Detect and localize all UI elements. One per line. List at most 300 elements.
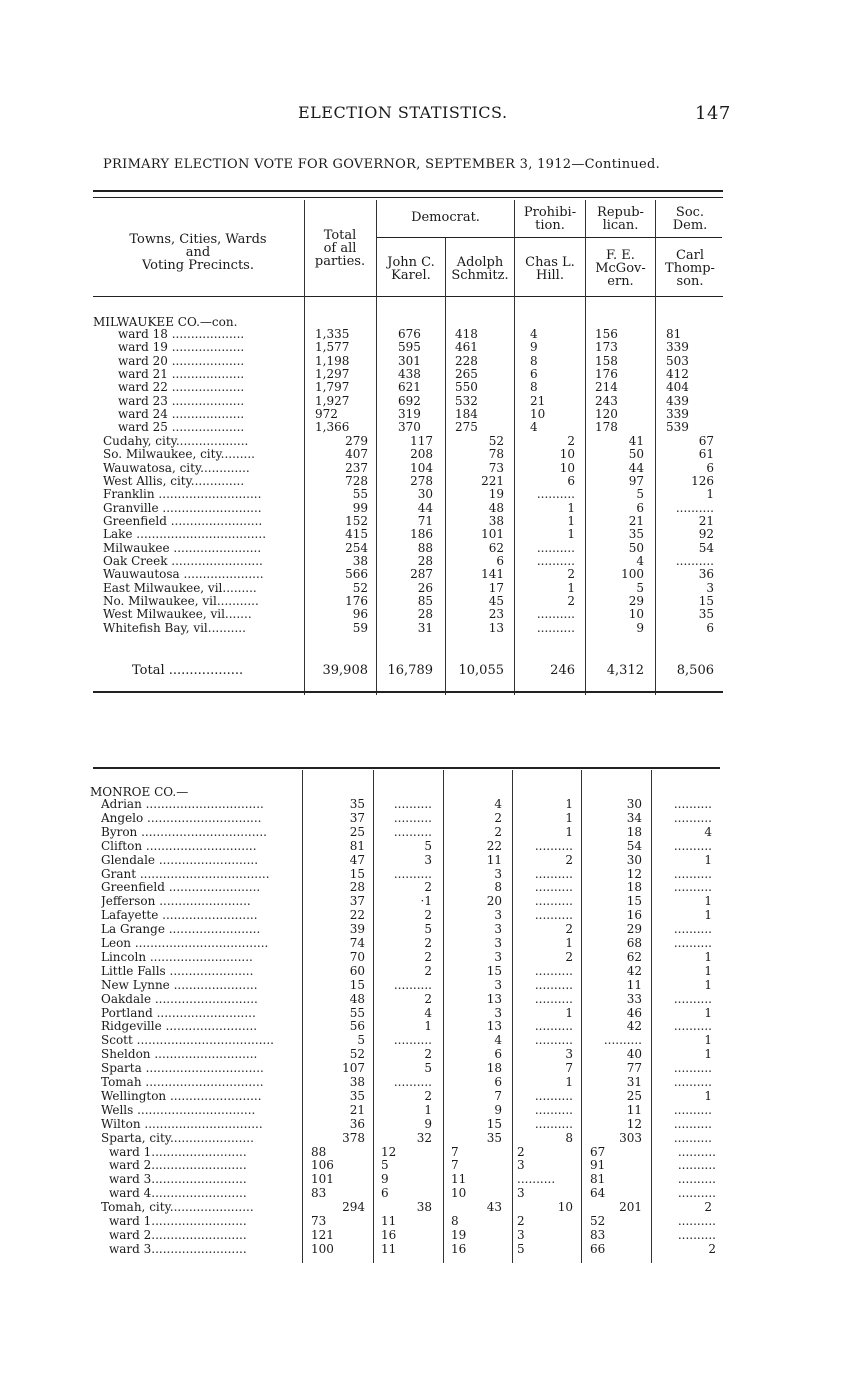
cell-mcgovern: 18 bbox=[626, 824, 642, 839]
cell-mcgovern: 120 bbox=[595, 406, 618, 421]
cell-hill: .......... bbox=[534, 838, 573, 853]
table-row bbox=[0, 395, 859, 408]
row-label: Wellington ........................ bbox=[101, 1089, 262, 1103]
cell-mcgovern: 42 bbox=[626, 1019, 642, 1034]
cell-hill: .......... bbox=[517, 1172, 556, 1187]
cell-total: 38 bbox=[352, 553, 368, 568]
cell-karel: 26 bbox=[417, 580, 433, 595]
cell-schmitz: 184 bbox=[455, 406, 478, 421]
cell-thompson: .......... bbox=[673, 1075, 712, 1089]
cell-mcgovern: 10 bbox=[628, 607, 644, 622]
cell-karel: 28 bbox=[417, 553, 433, 568]
cell-total: 83 bbox=[311, 1186, 327, 1201]
cell-thompson: 15 bbox=[698, 593, 714, 608]
cell-hill: .......... bbox=[536, 553, 575, 568]
cell-karel: 2 bbox=[424, 949, 432, 964]
cell-hill: 6 bbox=[530, 366, 538, 381]
row-label: Lafayette ......................... bbox=[101, 909, 258, 923]
total-label: Total .................. bbox=[132, 664, 244, 677]
cell-thompson: .......... bbox=[677, 1186, 716, 1201]
cell-karel: .......... bbox=[393, 1075, 432, 1089]
table-row bbox=[0, 1076, 859, 1089]
cell-karel: 9 bbox=[381, 1172, 389, 1187]
cell-total: 728 bbox=[345, 473, 368, 488]
cell-total: 176 bbox=[345, 593, 368, 608]
cell-thompson: 1 bbox=[706, 487, 714, 502]
header-republican-line: Repub- bbox=[597, 205, 644, 220]
cell-schmitz: 2 bbox=[494, 810, 502, 825]
cell-thompson: .......... bbox=[673, 1061, 712, 1076]
cell-hill: .......... bbox=[534, 1019, 573, 1034]
cell-thompson: 54 bbox=[698, 540, 714, 555]
cell-total: 48 bbox=[349, 991, 365, 1006]
table-row bbox=[0, 881, 859, 894]
table-row bbox=[0, 1062, 859, 1075]
cell-thompson: 35 bbox=[698, 607, 714, 622]
cell-karel: 438 bbox=[398, 366, 421, 381]
total-cell: 39,908 bbox=[322, 663, 368, 678]
table-row bbox=[0, 1048, 859, 1061]
cell-mcgovern: 9 bbox=[636, 620, 644, 635]
cell-total: 37 bbox=[349, 810, 365, 825]
total-row bbox=[0, 664, 859, 677]
cell-schmitz: 532 bbox=[455, 393, 478, 408]
cell-schmitz: 16 bbox=[451, 1241, 467, 1256]
cell-mcgovern: 12 bbox=[626, 866, 642, 881]
cell-thompson: 1 bbox=[704, 1047, 712, 1062]
section-title: MILWAUKEE CO.—con. bbox=[93, 316, 238, 329]
cell-thompson: .......... bbox=[673, 866, 712, 881]
table-row bbox=[0, 1020, 859, 1033]
cell-hill: 2 bbox=[517, 1144, 525, 1159]
cell-mcgovern: 6 bbox=[636, 500, 644, 515]
cell-schmitz: 38 bbox=[488, 513, 504, 528]
cell-thompson: 81 bbox=[666, 327, 682, 341]
cell-schmitz: 19 bbox=[451, 1227, 467, 1242]
cell-thompson: .......... bbox=[673, 810, 712, 825]
row-label: Angelo .............................. bbox=[101, 811, 262, 825]
cell-hill: .......... bbox=[534, 866, 573, 881]
cell-karel: 2 bbox=[424, 908, 432, 923]
header-prohibition bbox=[515, 206, 585, 232]
cell-hill: .......... bbox=[534, 1116, 573, 1131]
row-label: Lake .................................. bbox=[103, 528, 267, 542]
header-karel-line: John C. bbox=[387, 255, 435, 270]
table-subtitle: PRIMARY ELECTION VOTE FOR GOVERNOR, SEPTEMBER 3, 1912—Continued. bbox=[103, 157, 661, 172]
cell-karel: 186 bbox=[410, 527, 433, 542]
table-row bbox=[0, 582, 859, 595]
cell-total: 59 bbox=[352, 620, 368, 635]
cell-karel: 319 bbox=[398, 406, 421, 421]
cell-karel: 2 bbox=[424, 991, 432, 1006]
cell-mcgovern: 40 bbox=[626, 1047, 642, 1062]
header-republican-line: lican. bbox=[602, 218, 639, 233]
cell-karel: 5 bbox=[424, 1061, 432, 1076]
table-row bbox=[0, 826, 859, 839]
cell-thompson: 1 bbox=[704, 949, 712, 964]
header-thompson-line: Carl bbox=[675, 248, 705, 263]
cell-total: 28 bbox=[349, 880, 365, 895]
cell-mcgovern: 91 bbox=[590, 1158, 606, 1173]
row-label: Jefferson ........................ bbox=[101, 895, 251, 909]
cell-karel: 44 bbox=[417, 500, 433, 515]
cell-hill: 1 bbox=[565, 810, 573, 825]
cell-karel: 1 bbox=[424, 1102, 432, 1117]
table-row bbox=[0, 475, 859, 488]
row-label: Scott .................................... bbox=[101, 1034, 274, 1048]
row-label: Oakdale ........................... bbox=[101, 992, 258, 1006]
row-label: Wauwautosa ..................... bbox=[103, 568, 264, 582]
cell-mcgovern: 178 bbox=[595, 420, 618, 435]
cell-thompson: 1 bbox=[704, 1088, 712, 1103]
header-schmitz-line: Schmitz. bbox=[451, 268, 509, 283]
header-rule bbox=[93, 296, 723, 297]
cell-schmitz: 228 bbox=[455, 353, 478, 368]
cell-karel: 1 bbox=[424, 1019, 432, 1034]
header-karel-line: Karel. bbox=[391, 268, 431, 283]
cell-mcgovern: 42 bbox=[626, 963, 642, 978]
cell-total: 74 bbox=[349, 936, 365, 950]
monroe-top-rule bbox=[93, 767, 720, 769]
cell-schmitz: 18 bbox=[486, 1061, 502, 1076]
cell-total: 39 bbox=[349, 922, 365, 937]
row-label: Grant .................................. bbox=[101, 867, 270, 881]
cell-schmitz: 7 bbox=[494, 1088, 502, 1103]
cell-thompson: .......... bbox=[677, 1227, 716, 1242]
header-hill-line: Hill. bbox=[536, 268, 564, 283]
row-label: Greenfield ........................ bbox=[101, 881, 261, 895]
table-row bbox=[0, 328, 859, 341]
table-row bbox=[0, 1118, 859, 1131]
table-row bbox=[0, 528, 859, 541]
cell-karel: 676 bbox=[398, 327, 421, 341]
cell-total: 566 bbox=[345, 567, 368, 582]
cell-hill: .......... bbox=[534, 1102, 573, 1117]
header-republican bbox=[586, 206, 655, 232]
cell-schmitz: 3 bbox=[494, 977, 502, 992]
cell-hill: .......... bbox=[534, 977, 573, 992]
row-label: Lincoln ........................... bbox=[101, 950, 253, 964]
row-label: ward 19 ................... bbox=[118, 341, 245, 355]
table-row bbox=[0, 608, 859, 621]
cell-schmitz: 20 bbox=[486, 894, 502, 909]
cell-total: 1,335 bbox=[315, 327, 350, 341]
cell-total: 1,198 bbox=[315, 353, 350, 368]
row-label: East Milwaukee, vil......... bbox=[103, 581, 257, 595]
cell-hill: .......... bbox=[534, 963, 573, 978]
header-prohibition-line: Prohibi- bbox=[523, 205, 577, 220]
row-label: ward 3......................... bbox=[109, 1242, 247, 1256]
row-label: ward 18 ................... bbox=[118, 328, 245, 341]
row-label: Wells ............................... bbox=[101, 1103, 256, 1117]
cell-total: 1,927 bbox=[315, 393, 350, 408]
table-row bbox=[0, 965, 859, 978]
cell-mcgovern: 11 bbox=[626, 1102, 642, 1117]
section-title: MONROE CO.— bbox=[90, 786, 189, 799]
table-row bbox=[0, 368, 859, 381]
cell-total: 73 bbox=[311, 1214, 327, 1228]
row-label: ward 2......................... bbox=[109, 1228, 247, 1242]
row-label: New Lynne ...................... bbox=[101, 978, 258, 992]
cell-karel: 31 bbox=[417, 620, 433, 635]
header-socdem-line: Dem. bbox=[672, 218, 708, 233]
row-label: Leon ................................... bbox=[101, 937, 269, 950]
cell-hill: 2 bbox=[565, 922, 573, 937]
table-row bbox=[0, 1243, 859, 1256]
cell-karel: 5 bbox=[424, 922, 432, 937]
cell-schmitz: 265 bbox=[455, 366, 478, 381]
cell-total: 37 bbox=[349, 894, 365, 909]
cell-mcgovern: 81 bbox=[590, 1172, 606, 1187]
table-row bbox=[0, 909, 859, 922]
cell-mcgovern: 46 bbox=[626, 1005, 642, 1020]
cell-total: 121 bbox=[311, 1227, 334, 1242]
cell-schmitz: 73 bbox=[488, 460, 504, 475]
table-row bbox=[0, 993, 859, 1006]
cell-mcgovern: 29 bbox=[628, 593, 644, 608]
row-label: ward 1......................... bbox=[109, 1145, 247, 1159]
cell-karel: 38 bbox=[416, 1200, 432, 1215]
header-socdem-line: Soc. bbox=[675, 205, 705, 220]
header-thompson bbox=[656, 249, 724, 288]
table-row bbox=[0, 895, 859, 908]
cell-hill: 3 bbox=[517, 1158, 525, 1173]
row-label: Sheldon ........................... bbox=[101, 1048, 258, 1062]
cell-schmitz: 221 bbox=[481, 473, 504, 488]
table-row bbox=[0, 812, 859, 825]
cell-hill: .......... bbox=[534, 894, 573, 909]
row-label: West Milwaukee, vil....... bbox=[103, 608, 252, 622]
cell-schmitz: 48 bbox=[488, 500, 504, 515]
cell-mcgovern: 64 bbox=[590, 1186, 606, 1201]
cell-total: 378 bbox=[342, 1130, 365, 1145]
cell-schmitz: 13 bbox=[488, 620, 504, 635]
cell-thompson: 6 bbox=[706, 460, 714, 475]
cell-karel: 2 bbox=[424, 963, 432, 978]
cell-schmitz: 3 bbox=[494, 949, 502, 964]
cell-thompson: .......... bbox=[677, 1144, 716, 1159]
table-row bbox=[0, 868, 859, 881]
cell-hill: 4 bbox=[530, 327, 538, 341]
total-cell: 8,506 bbox=[676, 663, 714, 678]
cell-schmitz: 22 bbox=[486, 838, 502, 853]
cell-total: 55 bbox=[352, 487, 368, 502]
cell-schmitz: 418 bbox=[455, 327, 478, 341]
cell-schmitz: 52 bbox=[488, 434, 504, 448]
cell-karel: .......... bbox=[393, 824, 432, 839]
cell-total: 1,797 bbox=[315, 380, 350, 395]
table-row bbox=[0, 951, 859, 964]
cell-karel: 595 bbox=[398, 340, 421, 355]
cell-schmitz: 4 bbox=[494, 1033, 502, 1048]
bottom-rule bbox=[93, 691, 723, 693]
cell-total: 5 bbox=[357, 1033, 365, 1048]
page-number: 147 bbox=[695, 103, 731, 124]
header-hill-line: Chas L. bbox=[525, 255, 575, 270]
cell-mcgovern: 11 bbox=[626, 977, 642, 992]
header-towns-line: Voting Precincts. bbox=[141, 258, 254, 273]
cell-mcgovern: 62 bbox=[626, 949, 642, 964]
cell-thompson: 339 bbox=[666, 406, 689, 421]
table-row bbox=[0, 355, 859, 368]
cell-mcgovern: 30 bbox=[626, 852, 642, 867]
cell-karel: 16 bbox=[381, 1227, 397, 1242]
cell-mcgovern: 29 bbox=[626, 922, 642, 937]
cell-mcgovern: 97 bbox=[628, 473, 644, 488]
row-label: Wilton ............................... bbox=[101, 1117, 263, 1131]
cell-karel: .......... bbox=[393, 1033, 432, 1048]
cell-hill: 2 bbox=[567, 593, 575, 608]
cell-mcgovern: 12 bbox=[626, 1116, 642, 1131]
table-row bbox=[0, 1146, 859, 1159]
cell-total: 35 bbox=[349, 1088, 365, 1103]
cell-thompson: 1 bbox=[704, 963, 712, 978]
cell-hill: 1 bbox=[565, 797, 573, 811]
cell-hill: 10 bbox=[557, 1200, 573, 1215]
cell-thompson: 67 bbox=[698, 434, 714, 448]
row-label: Portland .......................... bbox=[101, 1006, 256, 1020]
cell-thompson: 6 bbox=[706, 620, 714, 635]
top-rule-thin bbox=[93, 197, 723, 198]
total-cell: 246 bbox=[550, 663, 575, 678]
table-row bbox=[0, 1007, 859, 1020]
cell-schmitz: 15 bbox=[486, 1116, 502, 1131]
cell-karel: 2 bbox=[424, 936, 432, 950]
table-row bbox=[0, 568, 859, 581]
header-karel bbox=[377, 256, 445, 282]
cell-karel: 9 bbox=[424, 1116, 432, 1131]
cell-schmitz: 10 bbox=[451, 1186, 467, 1201]
table-row bbox=[0, 595, 859, 608]
row-label: ward 21 ................... bbox=[118, 367, 245, 381]
cell-mcgovern: 35 bbox=[628, 527, 644, 542]
cell-schmitz: 6 bbox=[494, 1047, 502, 1062]
cell-total: 15 bbox=[349, 977, 365, 992]
table-row bbox=[0, 421, 859, 434]
cell-karel: 12 bbox=[381, 1144, 397, 1159]
cell-total: 47 bbox=[349, 852, 365, 867]
cell-schmitz: 3 bbox=[494, 922, 502, 937]
row-label: ward 25 ................... bbox=[118, 421, 245, 435]
cell-schmitz: 7 bbox=[451, 1158, 459, 1173]
row-label: Oak Creek ........................ bbox=[103, 554, 263, 568]
row-label: Sparta, city...................... bbox=[101, 1131, 254, 1145]
cell-thompson: .......... bbox=[677, 1172, 716, 1187]
cell-schmitz: 11 bbox=[486, 852, 502, 867]
cell-total: 96 bbox=[352, 607, 368, 622]
cell-thompson: .......... bbox=[673, 922, 712, 937]
row-label: Greenfield ........................ bbox=[103, 514, 263, 528]
row-label: Franklin ........................... bbox=[103, 488, 262, 502]
cell-thompson: 339 bbox=[666, 340, 689, 355]
header-total-line: of all bbox=[323, 241, 357, 256]
row-label: Granville .......................... bbox=[103, 501, 262, 515]
table-row bbox=[0, 1173, 859, 1186]
cell-hill: 1 bbox=[567, 500, 575, 515]
cell-karel: 278 bbox=[410, 473, 433, 488]
cell-karel: 370 bbox=[398, 420, 421, 435]
cell-thompson: 1 bbox=[704, 908, 712, 923]
row-label: Whitefish Bay, vil.......... bbox=[103, 621, 246, 635]
cell-karel: .......... bbox=[393, 797, 432, 811]
cell-karel: 28 bbox=[417, 607, 433, 622]
row-label: ward 24 ................... bbox=[118, 407, 245, 421]
cell-thompson: 2 bbox=[708, 1241, 716, 1256]
row-label: West Allis, city.............. bbox=[103, 474, 245, 488]
table-row bbox=[0, 408, 859, 421]
cell-schmitz: 13 bbox=[486, 1019, 502, 1034]
cell-schmitz: 11 bbox=[451, 1172, 467, 1187]
table-row bbox=[0, 341, 859, 354]
cell-schmitz: 275 bbox=[455, 420, 478, 435]
cell-total: 99 bbox=[352, 500, 368, 515]
cell-thompson: 2 bbox=[704, 1200, 712, 1215]
cell-schmitz: 23 bbox=[488, 607, 504, 622]
cell-mcgovern: 158 bbox=[595, 353, 618, 368]
cell-hill: 1 bbox=[565, 1075, 573, 1089]
cell-karel: ·1 bbox=[420, 894, 432, 909]
cell-total: 415 bbox=[345, 527, 368, 542]
header-total bbox=[305, 229, 375, 268]
cell-mcgovern: 31 bbox=[626, 1075, 642, 1089]
cell-total: 972 bbox=[315, 406, 338, 421]
table-row bbox=[0, 1201, 859, 1214]
cell-thompson: 21 bbox=[698, 513, 714, 528]
cell-schmitz: 19 bbox=[488, 487, 504, 502]
row-label: ward 1......................... bbox=[109, 1215, 247, 1228]
table-row bbox=[0, 854, 859, 867]
row-label: Byron ................................. bbox=[101, 825, 267, 839]
cell-karel: .......... bbox=[393, 810, 432, 825]
cell-hill: .......... bbox=[534, 1033, 573, 1048]
cell-schmitz: 17 bbox=[488, 580, 504, 595]
cell-mcgovern: 34 bbox=[626, 810, 642, 825]
cell-thompson: 36 bbox=[698, 567, 714, 582]
cell-hill: 1 bbox=[565, 824, 573, 839]
cell-total: 106 bbox=[311, 1158, 334, 1173]
cell-schmitz: 8 bbox=[494, 880, 502, 895]
header-hill bbox=[515, 256, 585, 282]
cell-total: 100 bbox=[311, 1241, 334, 1256]
cell-thompson: .......... bbox=[673, 936, 712, 950]
cell-hill: 2 bbox=[567, 434, 575, 448]
row-label: ward 4......................... bbox=[109, 1187, 247, 1201]
cell-total: 22 bbox=[349, 908, 365, 923]
table-row bbox=[0, 1229, 859, 1242]
table-row bbox=[0, 1215, 859, 1228]
cell-hill: 1 bbox=[567, 527, 575, 542]
cell-mcgovern: 50 bbox=[628, 540, 644, 555]
cell-karel: 692 bbox=[398, 393, 421, 408]
table-row bbox=[0, 448, 859, 461]
cell-schmitz: 4 bbox=[494, 797, 502, 811]
header-socdem bbox=[656, 206, 724, 232]
cell-hill: 3 bbox=[517, 1186, 525, 1201]
header-mcgovern-line: F. E. bbox=[606, 248, 635, 263]
row-label: La Grange ........................ bbox=[101, 923, 261, 937]
cell-karel: 2 bbox=[424, 1088, 432, 1103]
cell-total: 88 bbox=[311, 1144, 327, 1159]
cell-total: 52 bbox=[349, 1047, 365, 1062]
cell-hill: .......... bbox=[536, 487, 575, 502]
cell-mcgovern: 25 bbox=[626, 1088, 642, 1103]
cell-mcgovern: 176 bbox=[595, 366, 618, 381]
cell-hill: 4 bbox=[530, 420, 538, 435]
header-towns-line: Towns, Cities, Wards bbox=[129, 232, 267, 247]
cell-total: 279 bbox=[345, 434, 368, 448]
cell-schmitz: 6 bbox=[494, 1075, 502, 1089]
cell-total: 407 bbox=[345, 447, 368, 462]
